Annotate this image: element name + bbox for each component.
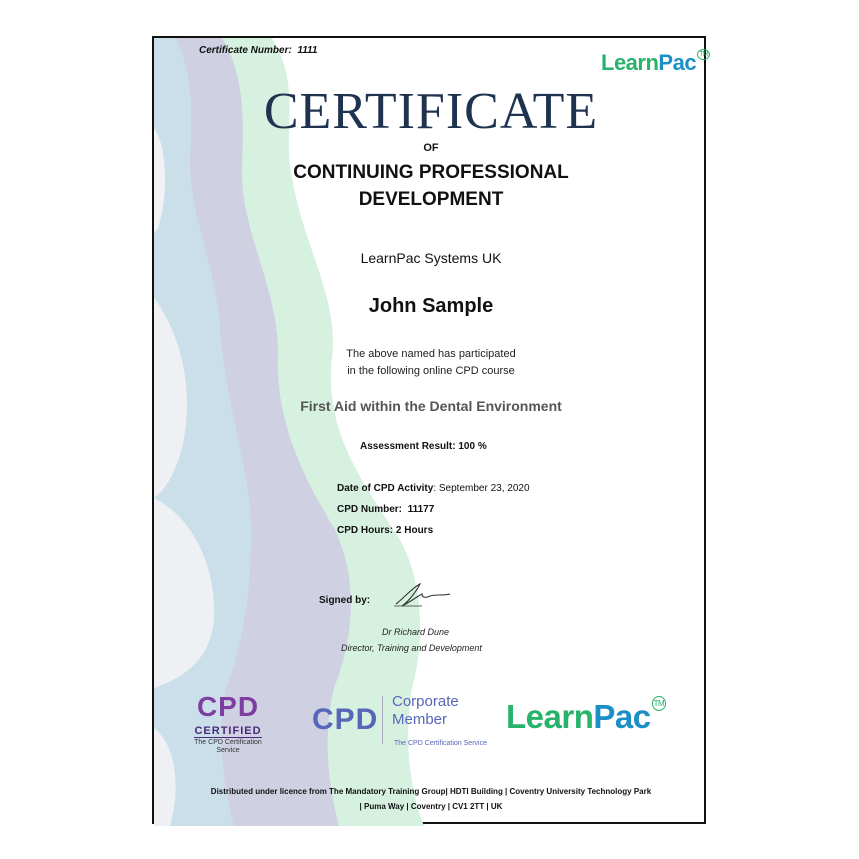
recipient-name: John Sample (368, 295, 494, 317)
cpd-certified-service-2: Service (216, 747, 240, 754)
signer-name: Dr Richard Dune (382, 627, 450, 637)
learnpac-logo-bottom (506, 698, 666, 736)
cpd-hours-label: CPD Hours (337, 525, 390, 536)
cpd-certified-badge (188, 693, 268, 755)
signature-image (392, 580, 454, 610)
logo-learn-text: Learn (601, 50, 659, 75)
learnpac-logo-top (601, 50, 710, 76)
assessment-value: 100 % (458, 441, 487, 452)
signer-role: Director, Training and Development (341, 643, 482, 653)
cpd-certified-mark: CPD (196, 691, 260, 722)
cpd-date-label: Date of CPD Activity (337, 483, 434, 494)
logo-pac-text: Pac (658, 50, 697, 75)
corporate-divider (382, 696, 383, 744)
certificate-number-label: Certificate Number: (199, 45, 292, 56)
certificate-number-value: 1111 (297, 45, 318, 56)
certificate (152, 36, 709, 824)
cpd-date (337, 483, 530, 494)
signed-by-label: Signed by: (319, 595, 371, 606)
corporate-line-2: Member (392, 711, 448, 728)
assessment-label: Assessment Result: (360, 441, 456, 452)
subtitle-line-2: DEVELOPMENT (358, 189, 504, 210)
cpd-certified-service-1: The CPD Certification (194, 739, 262, 746)
certificate-number (199, 45, 317, 56)
footer-line-2: | Puma Way | Coventry | CV1 2TT | UK (359, 802, 503, 811)
corporate-line-1: Corporate (392, 693, 459, 710)
cpd-number-label: CPD Number: (337, 504, 403, 515)
organisation-name: LearnPac Systems UK (360, 250, 502, 266)
description-line-2: in the following online CPD course (347, 365, 515, 377)
corporate-cpd-mark: CPD (312, 703, 379, 736)
corporate-member-text (392, 693, 459, 729)
description-line-1: The above named has participated (346, 348, 516, 360)
certificate-title: CERTIFICATE (263, 83, 599, 140)
logo-pac-text-bottom: Pac (593, 698, 651, 735)
trademark-badge-bottom: TM (652, 696, 667, 711)
cpd-hours-value: : 2 Hours (389, 525, 434, 536)
cpd-date-value: : September 23, 2020 (433, 483, 530, 494)
title-of: OF (423, 142, 439, 154)
trademark-badge: TM (699, 51, 709, 58)
cpd-certified-word: CERTIFIED (194, 725, 262, 737)
cpd-number-value: 11177 (407, 504, 435, 515)
cpd-number (337, 504, 434, 515)
corporate-service-text: The CPD Certification Service (394, 740, 487, 747)
logo-learn-text-bottom: Learn (506, 698, 594, 735)
footer-line-1: Distributed under licence from The Mandatory Training Group| HDTI Building | Coventry University Technology Park (210, 787, 652, 796)
assessment-result (360, 441, 487, 452)
course-title: First Aid within the Dental Environment (300, 398, 562, 414)
subtitle-line-1: CONTINUING PROFESSIONAL (293, 162, 569, 183)
cpd-hours (337, 525, 433, 536)
